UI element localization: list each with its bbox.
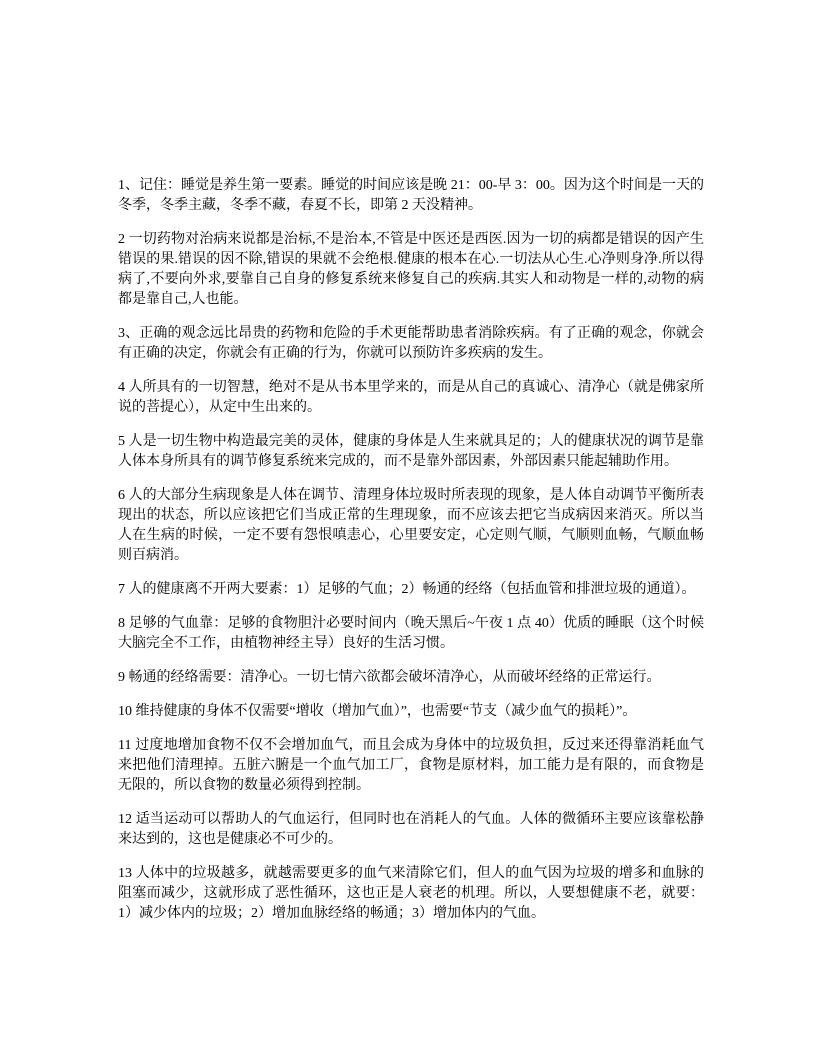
paragraph-3: 3、正确的观念远比昂贵的药物和危险的手术更能帮助患者消除疾病。有了正确的观念，你就会有正确的决定，你就会有正确的行为，你就可以预防许多疾病的发生。 [118, 326, 704, 361]
paragraph-5: 5 人是一切生物中构造最完美的灵体，健康的身体是人生来就具足的；人的健康状况的调节是靠人体本身所具有的调节修复系统来完成的，而不是靠外部因素，外部因素只能起辅助作用。 [118, 434, 704, 469]
paragraph-6: 6 人的大部分生病现象是人体在调节、清理身体垃圾时所表现的现象，是人体自动调节平衡所表现出的状态，所以应该把它们当成正常的生理现象，而不应该去把它当成病因来消灭。所以当人在生病的时候，一定不要有怨恨嗔恚心，心里要安定，心定则气顺，气顺则血畅，气顺血畅则百病消。 [118, 488, 704, 563]
paragraph-1: 1、记住：睡觉是养生第一要素。睡觉的时间应该是晚 21：00-早 3：00。因为这个时间是一天的冬季，冬季主藏，冬季不藏，春夏不长，即第 2 天没精神。 [118, 178, 704, 213]
paragraph-9: 9 畅通的经络需要：清净心。一切七情六欲都会破坏清净心，从而破坏经络的正常运行。 [118, 670, 661, 685]
paragraph-13: 13 人体中的垃圾越多，就越需要更多的血气来清除它们，但人的血气因为垃圾的增多和血脉的阻塞而减少，这就形成了恶性循环，这也正是人衰老的机理。所以，人要想健康不老，就要：1）减少体内的垃圾；2）增加血脉经络的畅通；3）增加体内的气血。 [118, 866, 704, 921]
paragraph-11: 11 过度地增加食物不仅不会增加血气，而且会成为身体中的垃圾负担，反过来还得靠消耗血气来把他们清理掉。五脏六腑是一个血气加工厂，食物是原材料，加工能力是有限的，而食物是无限的，所以食物的数量必须得到控制。 [118, 738, 704, 793]
paragraph-10: 10 维持健康的身体不仅需要“增收（增加气血）”，也需要“节支（减少血气的损耗）”。 [118, 704, 637, 719]
paragraph-4: 4 人所具有的一切智慧，绝对不是从书本里学来的，而是从自己的真诚心、清净心（就是佛家所说的菩提心），从定中生出来的。 [118, 380, 704, 415]
paragraph-12: 12 适当运动可以帮助人的气血运行，但同时也在消耗人的气血。人体的微循环主要应该靠松静来达到的，这也是健康必不可少的。 [118, 812, 704, 847]
document-body [118, 176, 704, 938]
paragraph-8: 8 足够的气血靠：足够的食物胆汁必要时间内（晚天黑后~午夜 1 点 40）优质的睡眠（这个时候大脑完全不工作，由植物神经主导）良好的生活习惯。 [118, 616, 704, 651]
paragraph-7: 7 人的健康离不开两大要素：1）足够的气血；2）畅通的经络（包括血管和排泄垃圾的通道）。 [118, 582, 696, 597]
paragraph-2: 2 一切药物对治病来说都是治标,不是治本,不管是中医还是西医.因为一切的病都是错误的因产生错误的果.错误的因不除,错误的果就不会绝根.健康的根本在心.一切法从心生.心净则身净.所以得病了,不要向外求,要靠自己自身的修复系统来修复自己的疾病.其实人和动物是一样的,动物的病都是靠自己,人也能。 [118, 232, 704, 307]
